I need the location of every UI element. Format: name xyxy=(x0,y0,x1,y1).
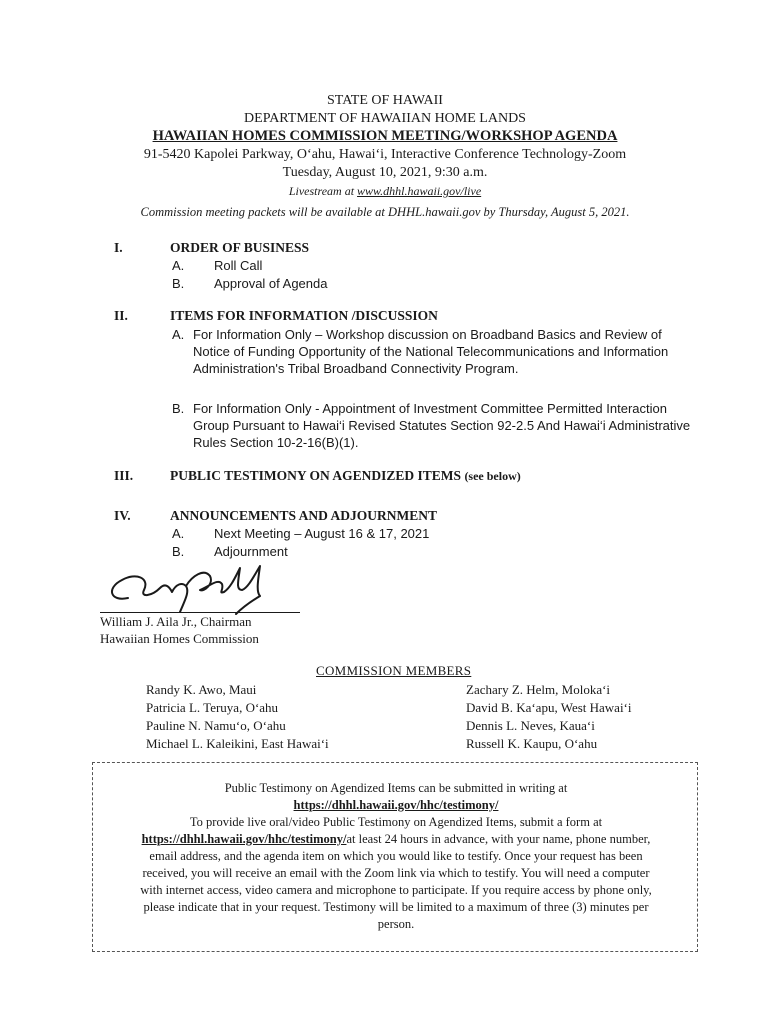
member-right-3: Dennis L. Neves, Kaua‘i xyxy=(466,718,595,733)
testimony-line-6: received, you will receive an email with the Zoom link via which to testify. You will need a computer xyxy=(142,866,650,880)
testimony-line-4-text: at least 24 hours in advance, with your name, phone number, xyxy=(346,832,651,846)
section-4-item-a-letter: A. xyxy=(172,526,185,541)
testimony-line-9: person. xyxy=(377,917,415,931)
section-2-item-b-text: For Information Only - Appointment of Investment Committee Permitted Interaction Group Pursuant to Hawai‘i Revised Statutes Section 92-2.5 And Hawai‘i Administrative Rules Section 10-2-16(B)(1). xyxy=(193,401,691,450)
section-1-title: ORDER OF BUSINESS xyxy=(170,240,310,255)
section-4-title: ANNOUNCEMENTS AND ADJOURNMENT xyxy=(170,508,438,523)
testimony-line-7: with internet access, video camera and microphone to participate. If you require access by phone only, xyxy=(140,883,652,897)
member-left-3: Pauline N. Namu‘o, O‘ahu xyxy=(146,718,286,733)
section-2-item-b xyxy=(172,400,692,451)
members-heading: COMMISSION MEMBERS xyxy=(316,663,472,678)
member-right-1: Zachary Z. Helm, Moloka‘i xyxy=(466,682,611,697)
section-2-item-b-letter: B. xyxy=(172,401,185,416)
section-2-number: II. xyxy=(114,308,128,323)
section-4-item-a-text: Next Meeting – August 16 & 17, 2021 xyxy=(214,526,430,541)
member-right-2: David B. Ka‘apu, West Hawai‘i xyxy=(466,700,632,715)
section-2-item-a-text: For Information Only – Workshop discussion on Broadband Basics and Review of Notice of Funding Opportunity of the National Telecommunications and Information Administration's Tribal Broadband Connectivity Program. xyxy=(193,327,669,376)
page-title: HAWAIIAN HOMES COMMISSION MEETING/WORKSHOP AGENDA xyxy=(152,128,618,144)
header-livestream xyxy=(0,184,770,199)
testimony-line-8: please indicate that in your request. Testimony will be limited to a maximum of three (3) minutes per xyxy=(143,900,649,914)
section-2-item-a xyxy=(172,326,672,377)
section-1-item-b-letter: B. xyxy=(172,276,185,291)
section-1-item-b-text: Approval of Agenda xyxy=(214,276,328,291)
section-3-title: PUBLIC TESTIMONY ON AGENDIZED ITEMS xyxy=(170,468,462,483)
testimony-line-5: email address, and the agenda item on which you would like to testify. Once your request has been xyxy=(149,849,643,863)
header-state: STATE OF HAWAII xyxy=(327,93,443,108)
signer-name: William J. Aila Jr., Chairman xyxy=(100,614,252,629)
section-3-note: (see below) xyxy=(464,469,521,483)
member-left-4: Michael L. Kaleikini, East Hawai‘i xyxy=(146,736,329,751)
testimony-link[interactable]: https://dhhl.hawaii.gov/hhc/testimony/ xyxy=(293,798,499,812)
testimony-intro: Public Testimony on Agendized Items can be submitted in writing at xyxy=(224,781,568,795)
section-1-item-a-letter: A. xyxy=(172,258,185,273)
section-3-title-wrap xyxy=(170,468,521,484)
header-packets-note: Commission meeting packets will be available at DHHL.hawaii.gov by Thursday, August 5, 2021. xyxy=(140,205,630,219)
section-1-item-a-text: Roll Call xyxy=(214,258,263,273)
testimony-live-intro: To provide live oral/video Public Testimony on Agendized Items, submit a form at xyxy=(189,815,603,829)
section-1-number: I. xyxy=(114,240,123,255)
section-2-item-a-letter: A. xyxy=(172,327,185,342)
header-department: DEPARTMENT OF HAWAIIAN HOME LANDS xyxy=(244,111,526,126)
section-2-title: ITEMS FOR INFORMATION /DISCUSSION xyxy=(170,308,438,323)
header-location: 91-5420 Kapolei Parkway, O‘ahu, Hawai‘i, Interactive Conference Technology-Zoom xyxy=(143,147,627,162)
livestream-label: Livestream at xyxy=(288,184,358,198)
testimony-line-4 xyxy=(93,832,699,847)
member-right-4: Russell K. Kaupu, O‘ahu xyxy=(466,736,598,751)
testimony-form-link[interactable]: https://dhhl.hawaii.gov/hhc/testimony/ xyxy=(141,832,347,846)
section-4-number: IV. xyxy=(114,508,131,523)
member-left-2: Patricia L. Teruya, O‘ahu xyxy=(146,700,279,715)
section-4-item-b-letter: B. xyxy=(172,544,185,559)
header-datetime: Tuesday, August 10, 2021, 9:30 a.m. xyxy=(282,165,488,180)
chairman-signature xyxy=(100,558,310,618)
livestream-link[interactable]: www.dhhl.hawaii.gov/live xyxy=(357,184,482,198)
signature-line xyxy=(100,612,300,613)
member-left-1: Randy K. Awo, Maui xyxy=(146,682,257,697)
public-testimony-notice xyxy=(92,762,698,952)
section-3-number: III. xyxy=(114,468,134,483)
signer-organization: Hawaiian Homes Commission xyxy=(100,631,259,646)
section-4-item-b-text: Adjournment xyxy=(214,544,288,559)
